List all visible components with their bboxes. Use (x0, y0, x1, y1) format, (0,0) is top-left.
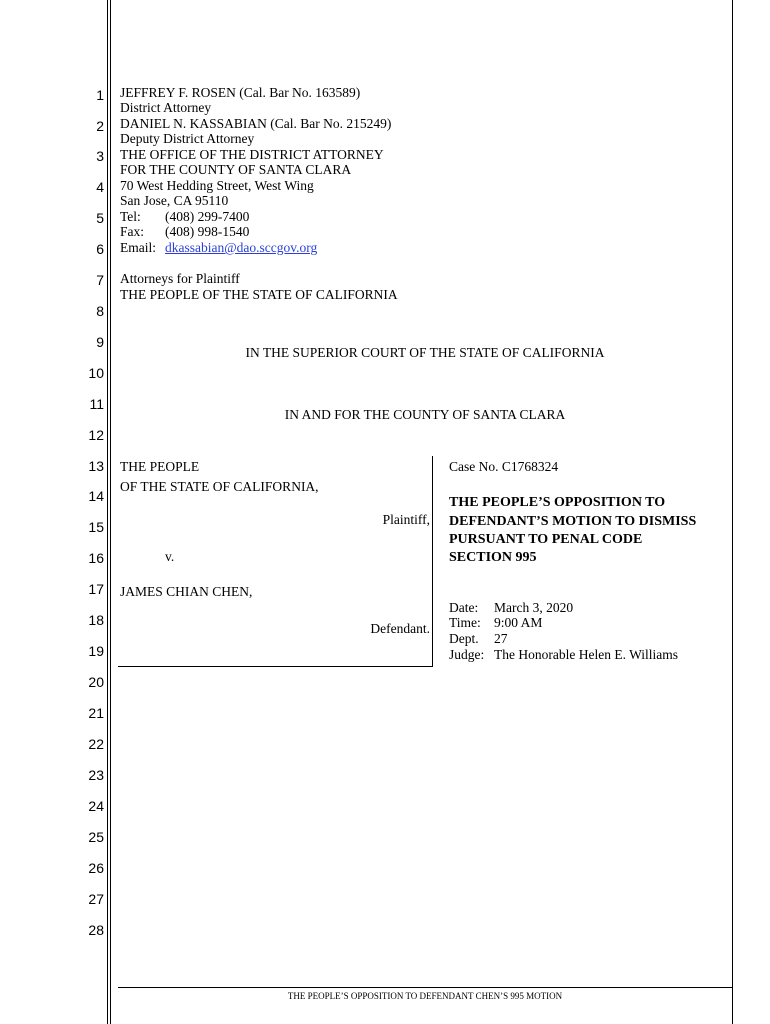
hearing-dept: 27 (494, 631, 508, 646)
line-number: 5 (96, 210, 104, 226)
line-number: 20 (88, 674, 104, 690)
attorneys-for-label: Attorneys for Plaintiff (120, 271, 240, 286)
court-title-line-2: IN AND FOR THE COUNTY OF SANTA CLARA (284, 407, 566, 422)
line-number: 22 (88, 736, 104, 752)
attorney-name-2: DANIEL N. KASSABIAN (Cal. Bar No. 215249) (120, 116, 392, 131)
line-number: 19 (88, 643, 104, 659)
line-number: 25 (88, 829, 104, 845)
attorney-title-2: Deputy District Attorney (120, 131, 255, 146)
line-number: 21 (88, 705, 104, 721)
line-number: 16 (88, 550, 104, 566)
document-title-line-2: DEFENDANT’S MOTION TO DISMISS (449, 514, 697, 529)
plaintiff-label: Plaintiff, (382, 512, 430, 527)
attorney-name-1: JEFFREY F. ROSEN (Cal. Bar No. 163589) (120, 85, 361, 100)
line-number: 8 (96, 303, 104, 319)
footer-rule (118, 987, 732, 988)
fax-label: Fax: (120, 224, 145, 239)
tel-value: (408) 299-7400 (165, 209, 250, 224)
page-footer: THE PEOPLE’S OPPOSITION TO DEFENDANT CHEN’S 995 MOTION (287, 991, 563, 1001)
hearing-dept-label: Dept. (449, 631, 479, 646)
line-number: 9 (96, 334, 104, 350)
document-title-line-4: SECTION 995 (449, 550, 537, 565)
attorney-title-1: District Attorney (120, 100, 212, 115)
client-name: THE PEOPLE OF THE STATE OF CALIFORNIA (120, 287, 398, 302)
hearing-time: 9:00 AM (494, 615, 543, 630)
line-number: 28 (88, 922, 104, 938)
versus-label: v. (165, 549, 175, 564)
line-number: 4 (96, 179, 104, 195)
line-number: 18 (88, 612, 104, 628)
document-title-line-3: PURSUANT TO PENAL CODE (449, 532, 643, 547)
line-number: 2 (96, 118, 104, 134)
judge-label: Judge: (449, 647, 485, 662)
email-label: Email: (120, 240, 156, 255)
line-number: 11 (89, 396, 104, 412)
line-number: 23 (88, 767, 104, 783)
judge-name: The Honorable Helen E. Williams (494, 647, 679, 662)
case-number: Case No. C1768324 (449, 459, 559, 474)
line-number: 24 (88, 798, 104, 814)
line-number: 12 (88, 427, 104, 443)
tel-label: Tel: (120, 209, 141, 224)
caption-divider (432, 456, 433, 667)
email-link[interactable]: dkassabian@dao.sccgov.org (165, 240, 318, 255)
caption-bottom-rule (118, 666, 432, 667)
line-number: 1 (96, 87, 104, 103)
right-margin-rule (732, 0, 733, 1024)
left-margin-rule-inner (110, 0, 111, 1024)
office-name-1: THE OFFICE OF THE DISTRICT ATTORNEY (120, 147, 384, 162)
plaintiff-name-1: THE PEOPLE (120, 459, 200, 474)
plaintiff-name-2: OF THE STATE OF CALIFORNIA, (120, 479, 319, 494)
defendant-name: JAMES CHIAN CHEN, (120, 584, 253, 599)
line-number: 17 (88, 581, 104, 597)
hearing-date-label: Date: (449, 600, 479, 615)
line-number: 14 (88, 488, 104, 504)
fax-value: (408) 998-1540 (165, 224, 250, 239)
line-number: 3 (96, 148, 104, 164)
defendant-label: Defendant. (370, 621, 430, 636)
document-title-line-1: THE PEOPLE’S OPPOSITION TO (449, 495, 666, 510)
line-number: 27 (88, 891, 104, 907)
office-city: San Jose, CA 95110 (120, 193, 229, 208)
left-margin-rule-outer (107, 0, 108, 1024)
hearing-time-label: Time: (449, 615, 481, 630)
office-street: 70 West Hedding Street, West Wing (120, 178, 314, 193)
line-number: 10 (88, 365, 104, 381)
line-number: 7 (96, 272, 104, 288)
hearing-date: March 3, 2020 (494, 600, 574, 615)
line-number: 15 (88, 519, 104, 535)
office-name-2: FOR THE COUNTY OF SANTA CLARA (120, 162, 352, 177)
line-number: 26 (88, 860, 104, 876)
line-number: 6 (96, 241, 104, 257)
court-title-line-1: IN THE SUPERIOR COURT OF THE STATE OF CALIFORNIA (245, 345, 605, 360)
line-number: 13 (88, 458, 104, 474)
